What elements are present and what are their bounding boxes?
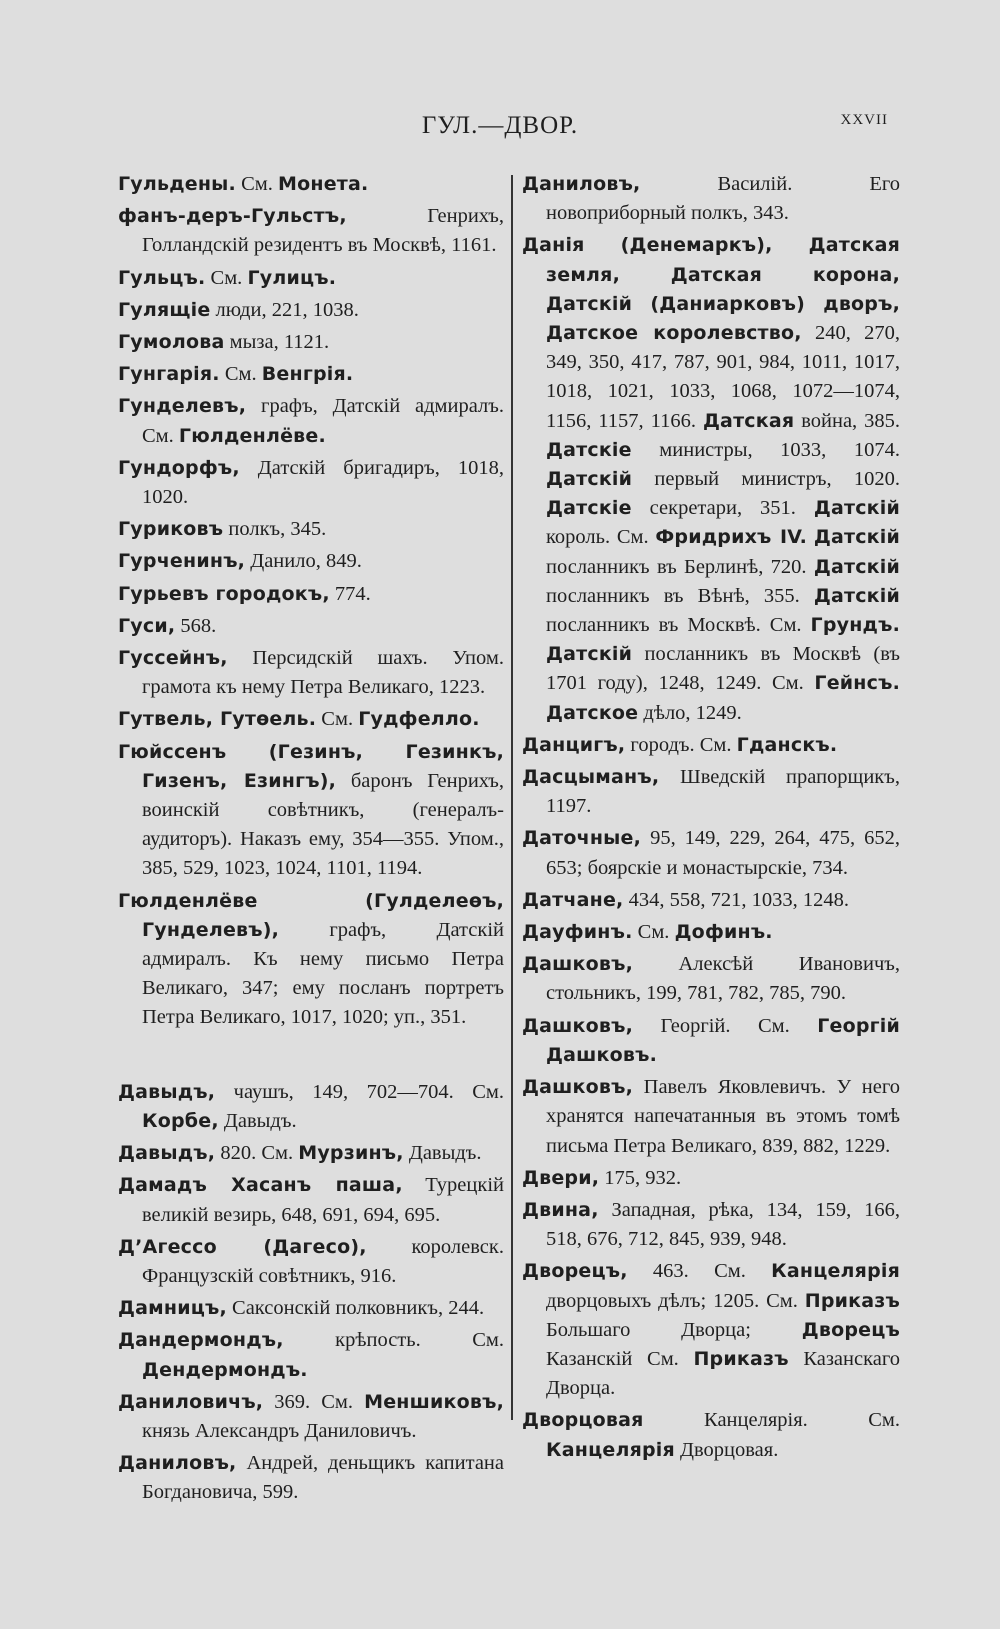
- entry-heading: Датскій: [813, 584, 900, 607]
- entry-text: Саксонскій полковникъ, 244.: [226, 1297, 485, 1320]
- index-entry: [522, 231, 900, 727]
- entry-text: чаушъ, 149, 702—704. См.: [215, 1080, 504, 1103]
- entry-text: Казанскаго Дворца.: [546, 1347, 900, 1400]
- entry-heading: Датская: [702, 409, 795, 432]
- entry-heading: Гунделевъ,: [118, 395, 247, 418]
- entry-heading: Датскій: [546, 468, 633, 491]
- section-gap: [118, 1036, 504, 1078]
- index-entry: [118, 1294, 504, 1323]
- entry-heading: Георгій Дашковъ.: [546, 1014, 900, 1066]
- entry-heading: Гданскъ.: [736, 733, 838, 756]
- entry-text: мыза, 1121.: [224, 331, 330, 354]
- entry-heading: Даниловичъ,: [118, 1390, 264, 1413]
- index-entry: [118, 1078, 504, 1136]
- entry-heading: Меншиковъ,: [364, 1390, 504, 1413]
- entry-text: Андрей, деньщикъ капитана Богдановича, 599.: [142, 1452, 504, 1504]
- entry-text: посланникъ въ Берлинѣ, 720.: [546, 555, 814, 578]
- entry-text: первый министръ, 1020.: [632, 468, 900, 491]
- entry-heading: Датскій: [546, 643, 633, 666]
- entry-heading: Гюйссенъ (Гезинъ, Гезинкъ, Гизенъ, Езингъ),: [118, 740, 504, 792]
- index-entry: [118, 547, 504, 576]
- index-entry: [118, 887, 504, 1033]
- entry-heading: Канцелярія: [546, 1438, 675, 1461]
- index-entry: [522, 824, 900, 882]
- entry-text: 95, 149, 229, 264, 475, 652, 653; боярскіе и монастырскіе, 734.: [546, 827, 900, 879]
- entry-text: Западная, рѣка, 134, 159, 166, 518, 676, 712, 845, 939, 948.: [546, 1198, 900, 1251]
- entry-heading: Датскій: [813, 497, 900, 520]
- entry-heading: Канцелярія: [771, 1260, 900, 1283]
- entry-heading: Давыдъ,: [118, 1142, 216, 1165]
- entry-heading: Мурзинъ,: [298, 1142, 404, 1165]
- index-entry: [118, 1139, 504, 1168]
- index-entry: [118, 170, 504, 199]
- entry-heading: Дашковъ,: [522, 1014, 633, 1037]
- entry-heading: Гурченинъ,: [118, 550, 246, 573]
- entry-heading: Дофинъ.: [674, 921, 773, 944]
- entry-heading: Грундъ.: [810, 614, 900, 637]
- entry-text: 240, 270, 349, 350, 417, 787, 901, 984, 1011, 1017, 1018, 1021, 1033, 1068, 1072—1074, 1156, 1157, 1166.: [546, 322, 901, 432]
- entry-heading: Датскіе: [546, 438, 632, 461]
- entry-heading: Дасцыманъ,: [522, 766, 660, 789]
- entry-text: См.: [205, 266, 248, 289]
- entry-heading: Датскій: [813, 555, 900, 578]
- entry-text: посланникъ въ Москвѣ (въ 1701 году), 1248, 1249. См.: [546, 643, 900, 695]
- entry-heading: Даточные,: [522, 827, 642, 850]
- entry-heading: Дандермондъ,: [118, 1329, 284, 1352]
- entry-text: Василій. Его новоприборный полкъ, 343.: [546, 173, 900, 225]
- entry-heading: Монета.: [278, 173, 369, 195]
- entry-text: баронъ Генрихъ, воинскій совѣтникъ, (генералъ-аудиторъ). Наказъ ему, 354—355. Упом., 385, 529, 1023, 1024, 1101, 1194.: [142, 769, 504, 880]
- entry-text: крѣпость. См.: [283, 1329, 504, 1352]
- entry-text: [807, 526, 814, 548]
- entry-text: Алексѣй Ивановичъ, стольникъ, 199, 781, 782, 785, 790.: [546, 953, 900, 1005]
- index-entry: [118, 1171, 504, 1229]
- entry-heading: Гунгарія.: [118, 363, 220, 386]
- index-entry: [118, 360, 504, 389]
- entry-text: Георгій. См.: [633, 1014, 818, 1037]
- entry-text: См.: [316, 708, 359, 731]
- entry-text: городъ. См.: [625, 733, 737, 756]
- entry-text: Турецкій великій везирь, 648, 691, 694, 695.: [142, 1174, 505, 1226]
- index-entry: [118, 515, 504, 544]
- entry-heading: Гейнсъ.: [814, 672, 900, 695]
- entry-heading: Данцигъ,: [522, 733, 626, 756]
- entry-heading: Корбе,: [142, 1109, 219, 1132]
- entry-text: 369. См.: [263, 1390, 365, 1413]
- entry-heading: Дендермондъ.: [142, 1358, 308, 1381]
- entry-heading: Гуриковъ: [118, 518, 224, 541]
- column-divider: [511, 175, 513, 1420]
- entry-text: королевск. Французскій совѣтникъ, 916.: [142, 1235, 504, 1287]
- entry-heading: Двина,: [522, 1198, 599, 1221]
- entry-text: полкъ, 345.: [223, 518, 327, 541]
- entry-text: дѣло, 1249.: [638, 701, 742, 724]
- index-entry: [522, 950, 900, 1008]
- index-entry: [118, 580, 504, 609]
- entry-text: См.: [632, 921, 675, 944]
- entry-heading: Приказъ: [804, 1289, 900, 1312]
- entry-text: война, 385.: [794, 409, 900, 432]
- entry-text: 175, 932.: [599, 1166, 682, 1189]
- entry-heading: Гумолова: [118, 331, 225, 354]
- index-entry: [118, 705, 504, 734]
- entry-heading: Давыдъ,: [118, 1080, 216, 1103]
- entry-heading: Гундорфъ,: [118, 456, 240, 479]
- entry-heading: Даниловъ,: [522, 173, 641, 195]
- entry-heading: Гулящіе: [118, 298, 211, 321]
- entry-heading: Гюлденлёве (Гулделеѳъ, Гунделевъ),: [118, 889, 504, 941]
- index-entry: [522, 886, 900, 915]
- entry-text: См.: [235, 173, 279, 195]
- entry-heading: фанъ-деръ-Гульстъ,: [118, 205, 347, 228]
- entry-heading: Дашковъ,: [522, 953, 633, 976]
- index-column-right: [522, 170, 900, 1468]
- entry-heading: Гульцъ.: [118, 266, 206, 289]
- index-entry: [522, 731, 900, 760]
- entry-heading: Данія (Денемаркъ), Датская земля, Датская корона, Датскій (Даниарковъ) дворъ, Датское королевство,: [522, 234, 900, 345]
- index-entry: [118, 264, 504, 293]
- entry-text: Канцелярія. См.: [643, 1409, 900, 1432]
- entry-heading: Дворцовая: [522, 1409, 644, 1432]
- entry-heading: Датскіе: [546, 497, 632, 520]
- entry-text: Павелъ Яковлевичъ. У него хранятся напечатанныя въ этомъ томѣ письма Петра Великаго, 839, 882, 1229.: [546, 1076, 900, 1157]
- index-entry: [118, 454, 504, 512]
- entry-text: Генрихъ, Голландскій резидентъ въ Москвѣ, 1161.: [142, 205, 504, 257]
- entry-heading: Дауфинъ.: [522, 921, 633, 944]
- entry-text: министры, 1033, 1074.: [631, 438, 900, 461]
- index-entry: [118, 328, 504, 357]
- entry-heading: Гулицъ.: [247, 266, 337, 289]
- entry-text: секретари, 351.: [631, 497, 814, 520]
- entry-text: Датскій бригадиръ, 1018, 1020.: [142, 456, 504, 509]
- entry-text: посланникъ въ Москвѣ. См.: [546, 614, 811, 637]
- entry-text: Данило, 849.: [245, 550, 362, 573]
- index-entry: [522, 1257, 900, 1403]
- page-number: XXVII: [840, 112, 888, 128]
- entry-text: дворцовыхъ дѣлъ; 1205. См.: [546, 1289, 805, 1312]
- entry-text: Дворцовая.: [674, 1438, 779, 1461]
- index-entry: [118, 612, 504, 641]
- entry-heading: Гутвель, Гутѳель.: [118, 708, 317, 731]
- index-entry: [522, 763, 900, 821]
- index-entry: [522, 918, 900, 947]
- entry-heading: Датчане,: [522, 888, 624, 911]
- entry-text: См.: [219, 363, 262, 386]
- entry-text: графъ, Датскій адмиралъ. Къ нему письмо Петра Великаго, 347; ему посланъ портретъ Петра Великаго, 1017, 1020; уп., 351.: [142, 918, 504, 1029]
- entry-text: 774.: [329, 582, 371, 605]
- entry-heading: Венгрія.: [261, 363, 354, 386]
- entry-heading: Фридрихъ IV.: [655, 526, 808, 549]
- index-entry: [522, 170, 900, 228]
- entry-text: 434, 558, 721, 1033, 1248.: [623, 888, 849, 911]
- entry-heading: Дашковъ,: [522, 1076, 633, 1099]
- entry-text: Персидскій шахъ. Упом. грамота къ нему Петра Великаго, 1223.: [142, 647, 504, 699]
- index-entry: [118, 202, 504, 260]
- index-entry: [118, 1449, 504, 1507]
- index-entry: [118, 1326, 504, 1384]
- index-entry: [522, 1073, 900, 1161]
- index-entry: [118, 392, 504, 450]
- entry-heading: Дамницъ,: [118, 1297, 227, 1320]
- entry-text: князь Александръ Даниловичъ.: [142, 1419, 417, 1442]
- entry-text: Давыдъ.: [403, 1142, 482, 1165]
- entry-text: графъ, Датскій адмиралъ. См.: [142, 395, 504, 447]
- entry-text: люди, 221, 1038.: [210, 298, 359, 321]
- entry-text: Шведскій прапорщикъ, 1197.: [546, 766, 900, 818]
- entry-text: 463. См.: [627, 1260, 772, 1283]
- index-entry: [522, 1164, 900, 1193]
- entry-heading: Дворецъ: [801, 1318, 900, 1341]
- entry-heading: Дамадъ Хасанъ паша,: [118, 1174, 403, 1197]
- entry-text: 820. См.: [215, 1142, 299, 1165]
- index-entry: [118, 1233, 504, 1291]
- index-entry: [522, 1406, 900, 1464]
- entry-text: 568.: [175, 614, 217, 637]
- entry-text: Давыдъ.: [218, 1109, 297, 1132]
- entry-heading: Датское: [546, 701, 639, 724]
- entry-heading: Д’Агессо (Дагесо),: [118, 1235, 367, 1258]
- entry-heading: Гурьевъ городокъ,: [118, 582, 330, 605]
- entry-heading: Датскій: [813, 526, 900, 549]
- entry-heading: Двери,: [522, 1166, 600, 1189]
- entry-heading: Гудфелло.: [358, 708, 480, 731]
- entry-heading: Приказъ: [693, 1347, 789, 1370]
- running-head: ГУЛ.—ДВОР.: [421, 112, 579, 139]
- index-entry: [118, 644, 504, 702]
- entry-heading: Гульдены.: [118, 173, 236, 195]
- index-entry: [118, 738, 504, 884]
- entry-heading: Даниловъ,: [118, 1452, 237, 1475]
- index-entry: [118, 296, 504, 325]
- entry-heading: Дворецъ,: [522, 1260, 628, 1283]
- entry-heading: Гуссейнъ,: [118, 647, 228, 670]
- index-entry: [522, 1196, 900, 1254]
- entry-text: Казанскій См.: [546, 1347, 694, 1370]
- entry-text: король. См.: [546, 526, 656, 549]
- entry-text: Большаго Дворца;: [546, 1318, 802, 1341]
- index-entry: [522, 1012, 900, 1070]
- index-column-left: [118, 170, 504, 1511]
- entry-text: посланникъ въ Вѣнѣ, 355.: [546, 584, 814, 607]
- entry-heading: Гуси,: [118, 614, 176, 637]
- entry-heading: Гюлденлёве.: [178, 424, 326, 447]
- index-entry: [118, 1388, 504, 1446]
